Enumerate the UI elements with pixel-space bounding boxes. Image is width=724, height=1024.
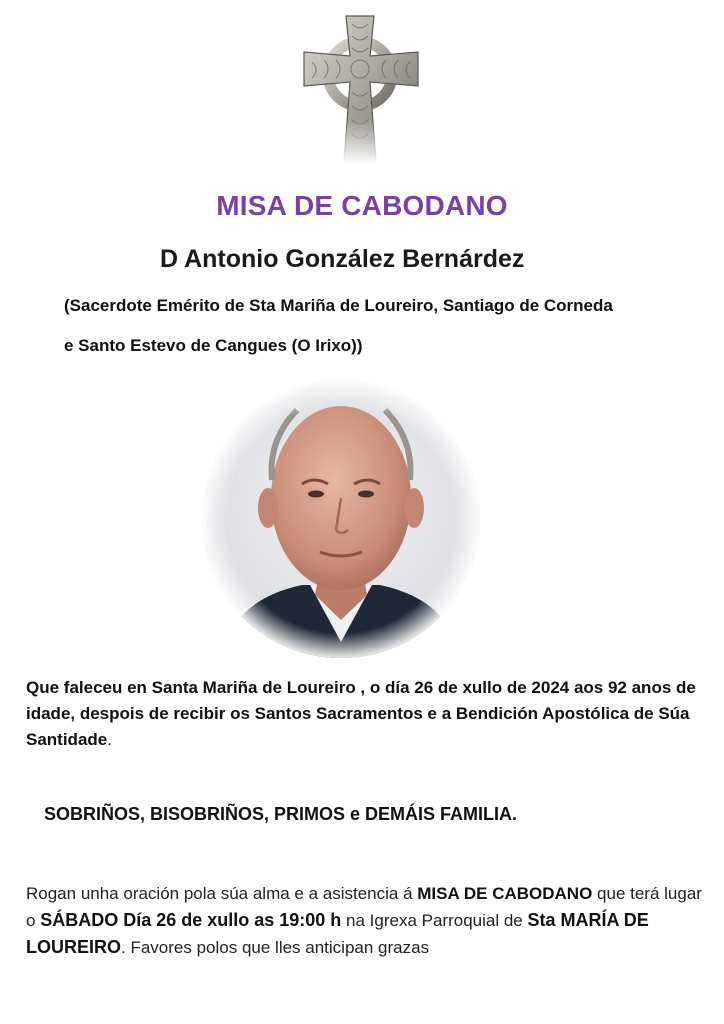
invitation-part-1: Rogan unha oración pola súa alma e a asistencia á: [26, 884, 418, 903]
deceased-name: D Antonio González Bernárdez: [160, 245, 525, 273]
invitation-part-4: . Favores polos que lles anticipan grazas: [121, 938, 430, 957]
invitation-part-2: que terá lugar o: [26, 884, 702, 930]
family-line: SOBRIÑOS, BISOBRIÑOS, PRIMOS e DEMÁIS FAMILIA.: [44, 804, 518, 824]
notice-paragraph: [26, 675, 706, 753]
invitation-datetime: SÁBADO Día 26 de xullo as 19:00 h: [40, 910, 342, 930]
notice-text: Que faleceu en Santa Mariña de Loureiro , o día 26 de xullo de 2024 aos 92 anos de idade, despois de recibir os Santos Sacramentos e a Bendición Apostólica de Súa Santidade: [26, 678, 696, 749]
page-title: MISA DE CABODANO: [216, 190, 508, 221]
invitation-paragraph: [26, 880, 716, 961]
notice-end: .: [107, 730, 112, 749]
invitation-part-3: na Igrexa Parroquial de: [341, 911, 528, 930]
deceased-role-line-1: (Sacerdote Emérito de Sta Mariña de Loureiro, Santiago de Corneda: [64, 296, 613, 315]
portrait-photo: [202, 380, 480, 658]
deceased-role-line-2: e Santo Estevo de Cangues (O Irixo)): [64, 336, 363, 355]
celtic-cross-icon: [300, 12, 422, 164]
invitation-mass: MISA DE CABODANO: [417, 884, 593, 903]
invitation-church: Sta MARÍA DE LOUREIRO: [26, 910, 649, 957]
